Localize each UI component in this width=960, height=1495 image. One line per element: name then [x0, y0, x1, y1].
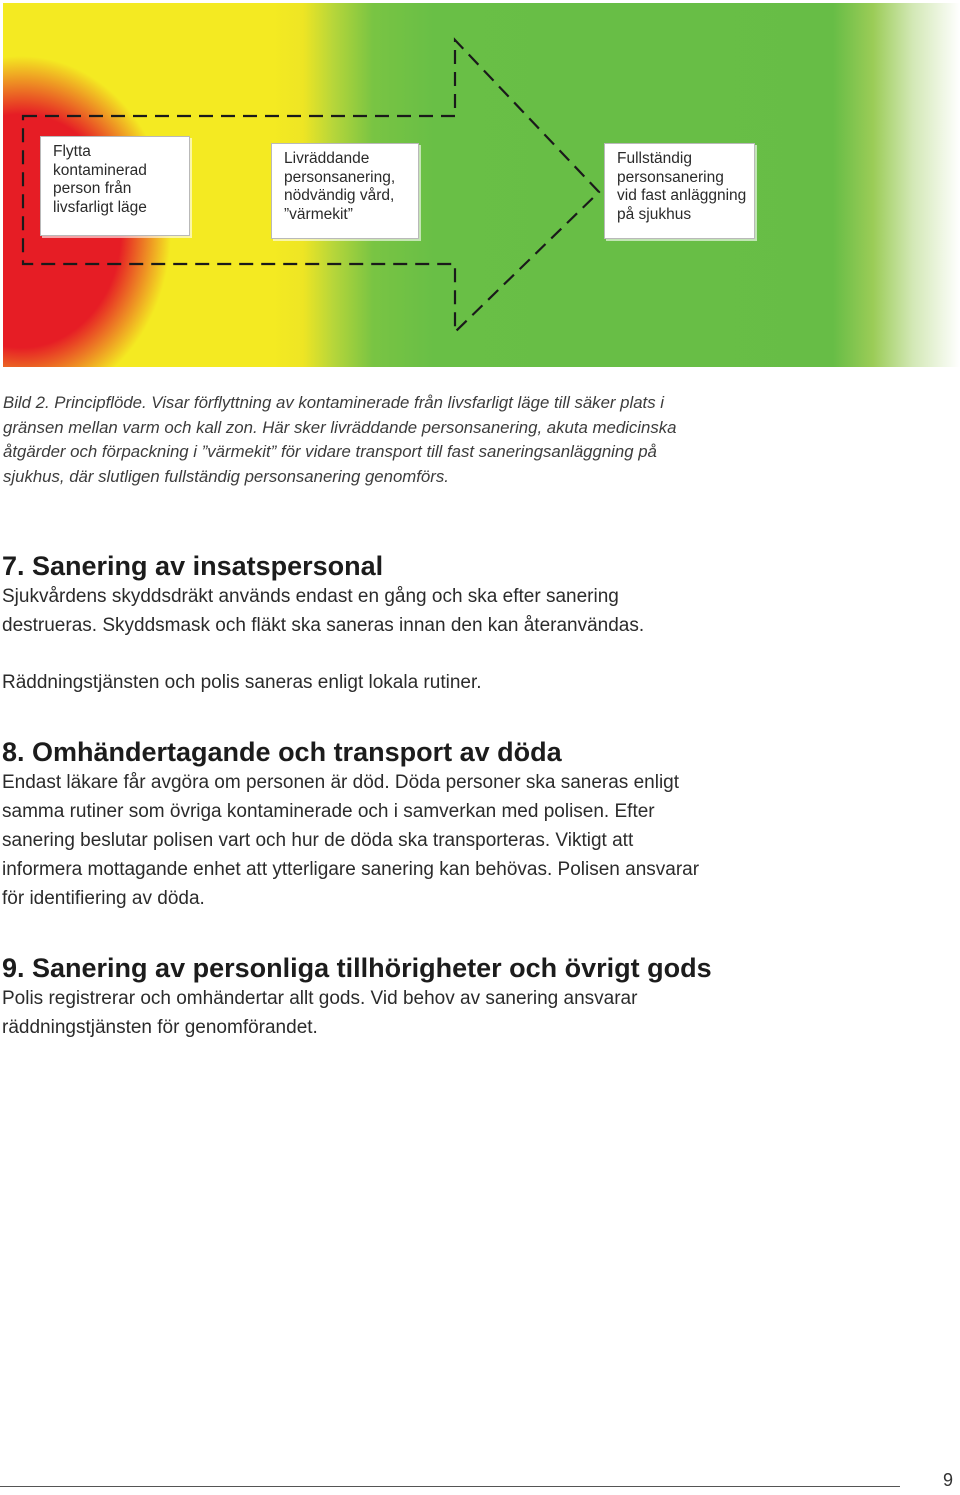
caption-line: Bild 2. Principflöde. Visar förflyttning av kontaminerade från livsfarligt läge till säker plats i — [3, 393, 664, 412]
caption-line: sjukhus, där slutligen fullständig personsanering genomförs. — [3, 466, 449, 486]
paragraph-line: samma rutiner som övriga kontaminerade och i samverkan med polisen. Efter — [2, 801, 655, 822]
paragraph-line: räddningstjänsten för genomförandet. — [2, 1017, 318, 1038]
paragraph-line: för identifiering av döda. — [2, 888, 205, 909]
section-heading: 9. Sanering av personliga tillhörigheter och övrigt gods — [2, 953, 712, 983]
figure-box-line: livsfarligt läge — [53, 198, 147, 216]
footer-rule — [0, 1486, 900, 1487]
figure-box-lifesaving — [271, 143, 419, 239]
section-heading: 7. Sanering av insatspersonal — [2, 551, 384, 581]
paragraph-line: destrueras. Skyddsmask och fläkt ska saneras innan den kan återanvändas. — [2, 615, 645, 636]
section-paragraph — [2, 582, 902, 640]
paragraph-line: informera mottagande enhet att ytterligare sanering kan behövas. Polisen ansvarar — [2, 859, 700, 880]
figure-box-line: ”värmekit” — [284, 205, 353, 223]
figure-box-line: vid fast anläggning — [617, 187, 747, 204]
section-paragraph — [2, 768, 902, 913]
section-heading: 8. Omhändertagande och transport av döda — [2, 737, 562, 767]
section-9 — [2, 952, 902, 1042]
figure-box-line: på sjukhus — [617, 205, 692, 223]
figure-box-full-decontamination — [604, 143, 755, 239]
figure-box-line: nödvändig vård, — [284, 187, 395, 204]
paragraph-line: Sjukvårdens skyddsdräkt används endast en gång och ska efter sanering — [2, 586, 619, 607]
page-number: 9 — [943, 1470, 954, 1490]
figure-box-line: Livräddande — [284, 150, 370, 167]
figure-box-line: personsanering — [617, 168, 724, 186]
figure-caption — [3, 391, 748, 489]
principle-flow-figure — [3, 3, 960, 367]
paragraph-line: Räddningstjänsten och polis saneras enligt lokala rutiner. — [2, 672, 482, 693]
section-paragraph — [2, 668, 902, 697]
figure-box-move-person — [40, 136, 190, 236]
figure-box-line: personsanering, — [284, 168, 396, 186]
paragraph-line: sanering beslutar polisen vart och hur de döda ska transporteras. Viktigt att — [2, 830, 634, 851]
paragraph-line: Polis registrerar och omhändertar allt gods. Vid behov av sanering ansvarar — [2, 988, 638, 1009]
caption-line: åtgärder och förpackning i ”värmekit” för vidare transport till fast saneringsanläggning på — [3, 442, 657, 461]
paragraph-line: Endast läkare får avgöra om personen är död. Döda personer ska saneras enligt — [2, 772, 680, 793]
section-8 — [2, 736, 902, 913]
section-7 — [2, 550, 902, 697]
figure-box-line: kontaminerad — [53, 161, 147, 179]
figure-box-line: person från — [53, 180, 132, 197]
figure-box-line: Fullständig — [617, 150, 692, 167]
section-paragraph — [2, 984, 902, 1042]
figure-box-line: Flytta — [53, 143, 91, 160]
caption-line: gränsen mellan varm och kall zon. Här sker livräddande personsanering, akuta medicinska — [3, 417, 677, 437]
